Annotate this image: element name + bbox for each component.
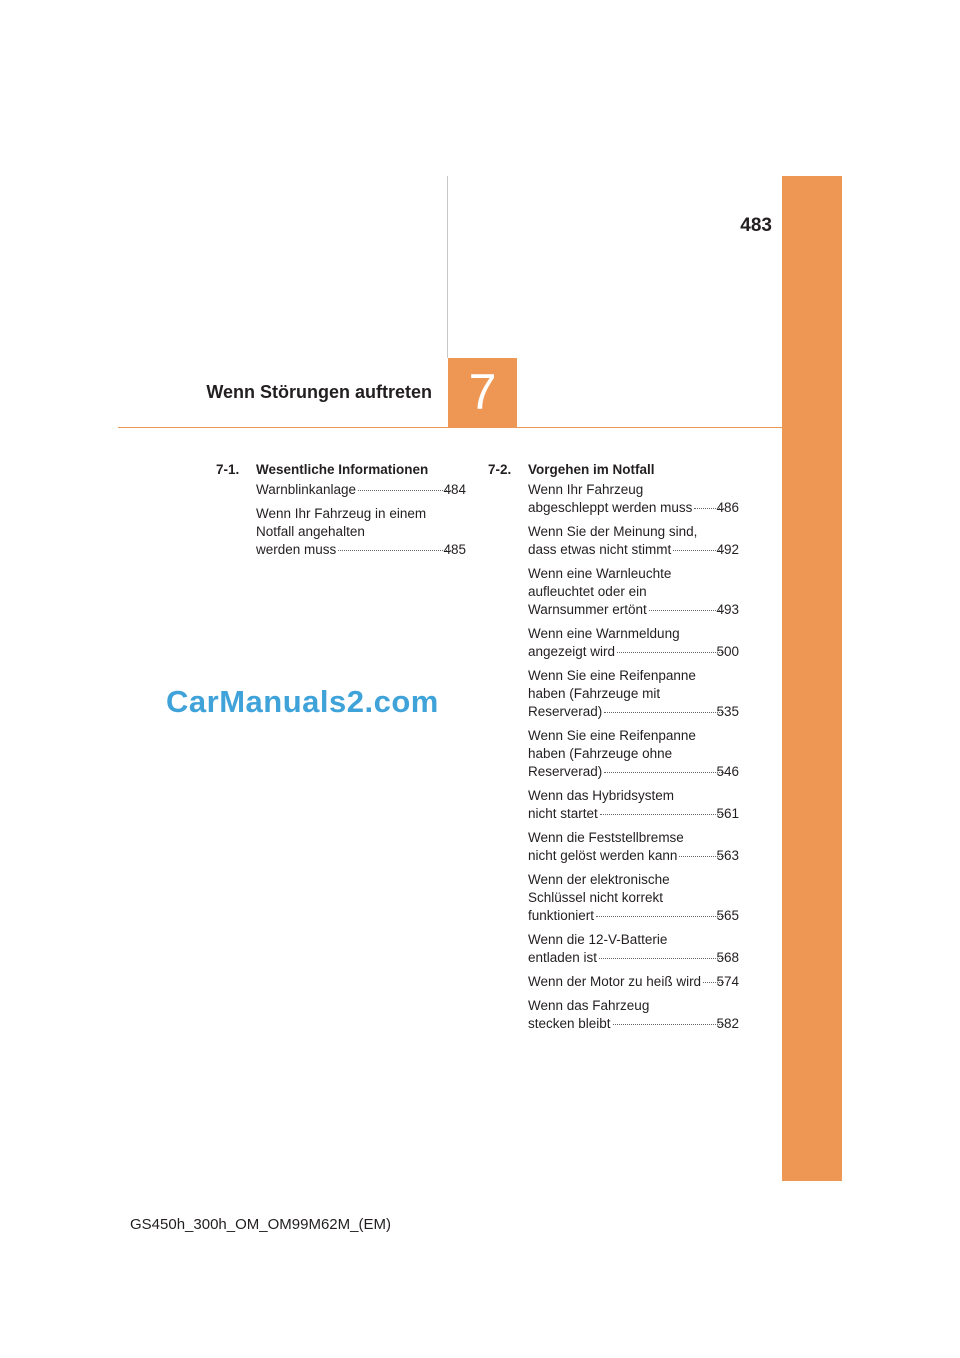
toc-entry-link[interactable] [528, 931, 739, 967]
toc-section-heading [216, 459, 466, 481]
toc-entry-last-line [528, 1015, 739, 1033]
toc-page-number: 535 [716, 704, 739, 719]
toc-dot-leader [604, 772, 724, 773]
toc-entry-link[interactable] [528, 973, 739, 991]
toc-dot-leader [649, 610, 725, 611]
toc-dot-leader [613, 1024, 725, 1025]
toc-entry-line: haben (Fahrzeuge ohne [528, 746, 673, 761]
toc-entry-line: Wenn Sie der Meinung sind, [528, 524, 698, 539]
toc-dot-leader [703, 982, 724, 983]
toc-dot-leader [604, 712, 724, 713]
toc-column-right [488, 459, 739, 1039]
toc-entry-line: Wenn das Fahrzeug [528, 998, 650, 1013]
toc-entry-text: nicht gelöst werden kann [528, 848, 678, 863]
toc-page-number: 582 [716, 1016, 739, 1031]
vertical-rule [447, 176, 448, 358]
toc-entry-link[interactable] [256, 481, 466, 499]
footer-document-code: GS450h_300h_OM_OM99M62M_(EM) [130, 1216, 391, 1233]
toc-entry-line: Wenn die Feststellbremse [528, 830, 684, 845]
header-rule [118, 427, 782, 428]
toc-entry-text: werden muss [256, 542, 337, 557]
toc-dot-leader [358, 490, 451, 491]
toc-entry-text: Warnsummer ertönt [528, 602, 647, 617]
toc-entry-link[interactable] [528, 871, 739, 925]
toc-entry-last-line [528, 499, 739, 517]
toc-entry-text: angezeigt wird [528, 644, 616, 659]
toc-entry-line: Wenn eine Warnmeldung [528, 626, 680, 641]
toc-entry-line: haben (Fahrzeuge mit [528, 686, 661, 701]
toc-entry-text: entladen ist [528, 950, 598, 965]
toc-dot-leader [596, 916, 724, 917]
toc-entry-text: Warnblinkanlage [256, 482, 357, 497]
toc-page-number: 484 [443, 482, 466, 497]
toc-page-number: 500 [716, 644, 739, 659]
toc-page-number: 485 [443, 542, 466, 557]
toc-entry-last-line [528, 541, 739, 559]
toc-dot-leader [617, 652, 724, 653]
watermark-text: CarManuals2.com [166, 684, 439, 719]
toc-page-number: 561 [716, 806, 739, 821]
toc-section-number: 7-1. [216, 462, 240, 477]
toc-entry-link[interactable] [528, 997, 739, 1033]
toc-entry-line: Wenn Sie eine Reifenpanne [528, 728, 696, 743]
toc-entry-link[interactable] [528, 523, 739, 559]
toc-entry-line: Notfall angehalten [256, 524, 365, 539]
toc-section-number: 7-2. [488, 462, 512, 477]
toc-entry-last-line [528, 805, 739, 823]
toc-column-left [216, 459, 466, 565]
chapter-number-box: 7 [448, 358, 517, 427]
toc-entry-link[interactable] [528, 481, 739, 517]
toc-entry-line: Wenn das Hybridsystem [528, 788, 675, 803]
chapter-side-tab [782, 176, 842, 1181]
toc-entry-link[interactable] [528, 565, 739, 619]
toc-dot-leader [673, 550, 724, 551]
toc-entry-link[interactable] [256, 505, 466, 559]
toc-entry-last-line [256, 541, 466, 559]
toc-section-title: Wesentliche Informationen [256, 462, 429, 477]
toc-page-number: 546 [716, 764, 739, 779]
toc-page-number: 574 [716, 974, 739, 989]
toc-page-number: 563 [716, 848, 739, 863]
toc-entry-line: Wenn eine Warnleuchte [528, 566, 672, 581]
toc-page-number: 493 [716, 602, 739, 617]
toc-entry-link[interactable] [528, 727, 739, 781]
toc-dot-leader [599, 958, 724, 959]
toc-page-number: 565 [716, 908, 739, 923]
toc-dot-leader [600, 814, 725, 815]
toc-entry-text: abgeschleppt werden muss [528, 500, 693, 515]
toc-dot-leader [338, 550, 451, 551]
toc-entry-text: Reserverad) [528, 704, 603, 719]
toc-entry-last-line [528, 847, 739, 865]
toc-entry-text: Wenn der Motor zu heiß wird [528, 974, 702, 989]
chapter-title: Wenn Störungen auftreten [206, 382, 432, 402]
page-number: 483 [740, 215, 772, 236]
toc-page-number: 492 [716, 542, 739, 557]
toc-entry-line: aufleuchtet oder ein [528, 584, 647, 599]
toc-entry-link[interactable] [528, 667, 739, 721]
toc-entry-last-line [528, 973, 739, 991]
toc-entry-link[interactable] [528, 625, 739, 661]
toc-entry-text: nicht startet [528, 806, 598, 821]
toc-section-title: Vorgehen im Notfall [528, 462, 655, 477]
toc-entry-text: stecken bleibt [528, 1016, 611, 1031]
toc-entry-text: Reserverad) [528, 764, 603, 779]
toc-entry-text: dass etwas nicht stimmt [528, 542, 672, 557]
toc-entry-last-line [528, 703, 739, 721]
toc-dot-leader [679, 856, 724, 857]
toc-entry-link[interactable] [528, 829, 739, 865]
toc-entry-line: Wenn Ihr Fahrzeug [528, 482, 644, 497]
toc-entry-link[interactable] [528, 787, 739, 823]
toc-entry-text: funktioniert [528, 908, 595, 923]
toc-dot-leader [694, 508, 724, 509]
toc-section-heading [488, 459, 739, 481]
toc-entry-line: Schlüssel nicht korrekt [528, 890, 664, 905]
toc-entry-last-line [528, 949, 739, 967]
toc-page-number: 568 [716, 950, 739, 965]
toc-entry-last-line [528, 763, 739, 781]
toc-entry-last-line [528, 643, 739, 661]
toc-entry-line: Wenn Ihr Fahrzeug in einem [256, 506, 427, 521]
toc-entry-last-line [528, 601, 739, 619]
toc-entry-last-line [528, 907, 739, 925]
toc-page-number: 486 [716, 500, 739, 515]
toc-entry-line: Wenn Sie eine Reifenpanne [528, 668, 696, 683]
toc-entry-line: Wenn die 12-V-Batterie [528, 932, 668, 947]
toc-entry-line: Wenn der elektronische [528, 872, 670, 887]
toc-entry-last-line [256, 481, 466, 499]
